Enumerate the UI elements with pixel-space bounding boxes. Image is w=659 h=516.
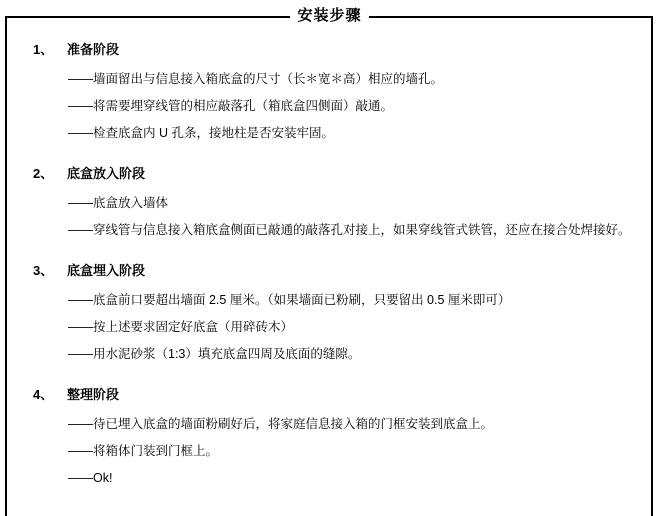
bullet-item: ——穿线管与信息接入箱底盒侧面已敲通的敲落孔对接上，如果穿线管式铁管，还应在接合处焊接好。 [68, 223, 631, 237]
step-section-4 [0, 362, 659, 486]
step-number-3: 3、 [33, 263, 54, 278]
step-heading-4 [0, 387, 659, 403]
bullet-item: ——将箱体门装到门框上。 [68, 444, 219, 458]
step-bullets-3 [0, 279, 659, 362]
step-bullets-1 [0, 58, 659, 141]
bullet-item: ——用水泥砂浆（1:3）填充底盒四周及底面的缝隙。 [68, 347, 361, 361]
step-section-3 [0, 238, 659, 362]
step-number-2: 2、 [33, 166, 54, 181]
bullet-item: ——Ok! [68, 471, 113, 485]
step-section-2 [0, 141, 659, 238]
step-number-4: 4、 [33, 387, 54, 402]
bullet-item: ——墙面留出与信息接入箱底盒的尺寸（长＊宽＊高）相应的墙孔。 [68, 72, 444, 86]
step-title-1: 准备阶段 [67, 42, 120, 57]
steps-container [0, 16, 659, 486]
step-section-1 [0, 16, 659, 141]
step-title-3: 底盒埋入阶段 [67, 263, 146, 278]
step-bullets-2 [0, 182, 659, 238]
step-heading-3 [0, 263, 659, 279]
step-number-1: 1、 [33, 42, 54, 57]
bullet-item: ——待已埋入底盒的墙面粉刷好后，将家庭信息接入箱的门框安装到底盒上。 [68, 417, 494, 431]
step-title-2: 底盒放入阶段 [67, 166, 146, 181]
bullet-item: ——检查底盒内 U 孔条，接地柱是否安装牢固。 [68, 126, 334, 140]
step-title-4: 整理阶段 [67, 387, 120, 402]
step-heading-2 [0, 166, 659, 182]
bullet-item: ——将需要埋穿线管的相应敲落孔（箱底盒四侧面）敲通。 [68, 99, 394, 113]
bullet-item: ——按上述要求固定好底盒（用碎砖木） [68, 320, 294, 334]
page-title: 安装步骤 [290, 6, 368, 25]
bullet-item: ——底盒前口要超出墙面 2.5 厘米。（如果墙面已粉刷，只要留出 0.5 厘米即可） [68, 293, 511, 307]
bullet-item: ——底盒放入墙体 [68, 196, 169, 210]
step-heading-1 [0, 42, 659, 58]
step-bullets-4 [0, 403, 659, 486]
